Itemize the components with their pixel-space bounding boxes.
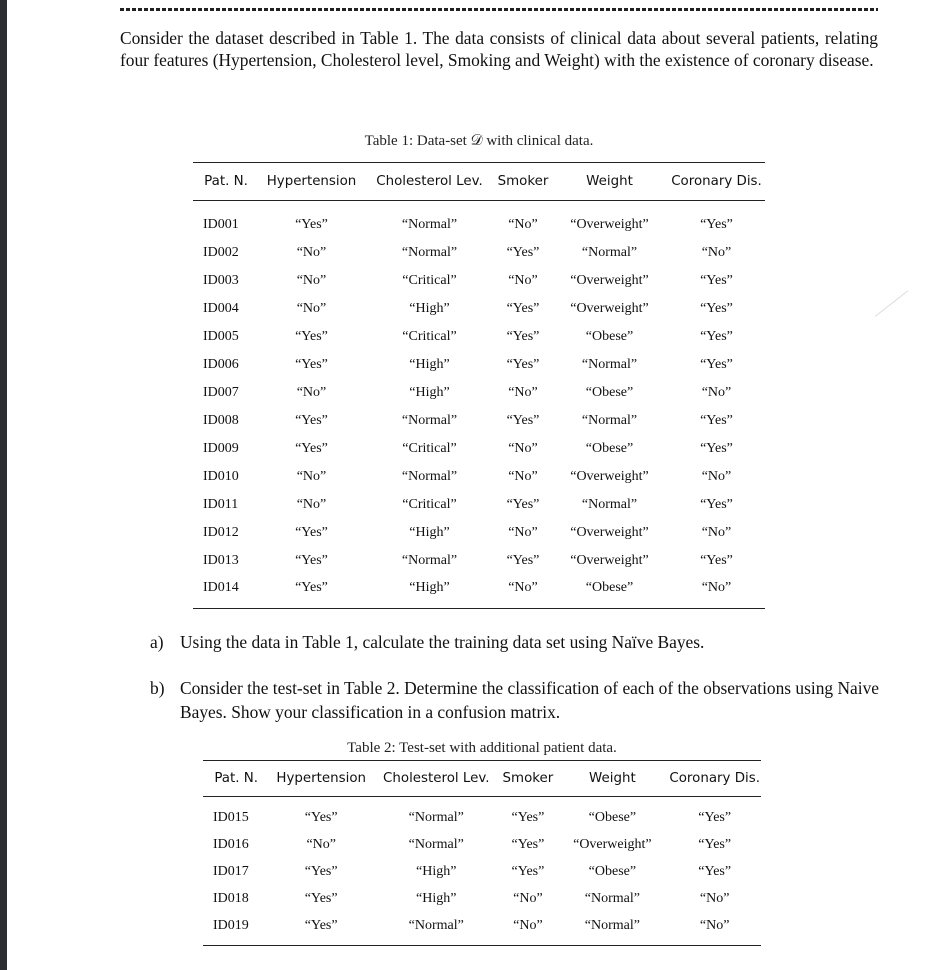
table-cell: ID019 <box>203 913 269 946</box>
table-cell: ID008 <box>203 412 239 428</box>
table-cell: “Yes” <box>295 524 328 540</box>
table-cell: “Yes” <box>295 552 328 568</box>
table-cell: “Normal” <box>373 913 499 946</box>
table-cell: “No” <box>508 272 538 288</box>
table-cell: ID012 <box>203 524 239 540</box>
table-cell: “Yes” <box>295 412 328 428</box>
table-cell: “Obese” <box>585 384 634 400</box>
table-cell: “No” <box>296 300 327 316</box>
table-row <box>203 797 761 832</box>
table-row <box>193 239 765 267</box>
question-b <box>150 676 880 724</box>
table-cell: “Critical” <box>402 272 457 288</box>
table-cell: “No” <box>508 524 538 540</box>
table-cell: “Yes” <box>698 810 732 826</box>
table-row <box>203 832 761 859</box>
table-row <box>203 886 761 913</box>
table1-header-cell: Coronary Dis. <box>668 163 765 201</box>
table-cell: “Yes” <box>295 216 328 232</box>
table-cell: ID016 <box>213 837 249 852</box>
table-cell: “Obese” <box>588 864 637 879</box>
table2-header-cell: Weight <box>556 761 668 797</box>
table-cell: “Overweight” <box>570 300 649 316</box>
table-cell: “Yes” <box>304 864 338 879</box>
table-cell: “No” <box>668 575 765 609</box>
table-cell: “Yes” <box>506 328 540 344</box>
table-cell: “Yes” <box>506 300 540 316</box>
table-cell: “Yes” <box>511 864 545 879</box>
table-cell: “Yes” <box>506 244 540 260</box>
table-cell: ID011 <box>203 496 239 512</box>
table2-caption: Table 2: Test-set with additional patient data. <box>347 740 617 756</box>
table-cell: “Obese” <box>551 575 668 609</box>
intro-paragraph: Consider the dataset described in Table 1. The data consists of clinical data about several patients, relating four features (Hypertension, Cholesterol level, Smoking and Weight) with the existence of coronary disease. <box>120 28 878 70</box>
table-row <box>203 913 761 946</box>
question-b-text: Consider the test-set in Table 2. Determine the classification of each of the observations using Naive Bayes. Show your classification in a confusion matrix. <box>180 678 879 722</box>
table-cell: “No” <box>306 837 336 852</box>
question-a <box>150 630 880 654</box>
table-cell: “Normal” <box>401 412 458 428</box>
table-cell: ID009 <box>203 440 239 456</box>
table-cell: “Normal” <box>408 837 464 852</box>
table-cell: “No” <box>508 440 538 456</box>
table-cell: ID005 <box>203 328 239 344</box>
table-cell: “Yes” <box>304 810 338 826</box>
table-cell: “No” <box>500 913 557 946</box>
table-cell: “Overweight” <box>570 552 649 568</box>
table-cell: “No” <box>701 384 732 400</box>
table-cell: “Yes” <box>511 810 545 826</box>
table-cell: “Yes” <box>506 412 540 428</box>
table-cell: “High” <box>364 575 495 609</box>
table-row <box>193 407 765 435</box>
table-cell: ID007 <box>203 384 239 400</box>
table-cell: “No” <box>508 216 538 232</box>
table-cell: “No” <box>508 468 538 484</box>
scan-mark <box>875 290 909 317</box>
table1 <box>193 162 765 609</box>
table-cell: “Yes” <box>700 356 733 372</box>
table-cell: “No” <box>296 244 327 260</box>
table-cell: “Yes” <box>700 496 733 512</box>
table-cell: “Normal” <box>556 913 668 946</box>
table-row <box>193 435 765 463</box>
table-cell: “Yes” <box>295 356 328 372</box>
table-cell: “No” <box>701 244 732 260</box>
table1-header-row <box>193 163 765 201</box>
page-top-rule <box>120 8 878 11</box>
table-cell: “No” <box>296 384 327 400</box>
window-edge <box>0 0 7 970</box>
table1-header-cell: Pat. N. <box>193 163 259 201</box>
table-cell: “No” <box>296 496 327 512</box>
table-cell: “Yes” <box>698 864 732 879</box>
table-cell: “No” <box>668 913 761 946</box>
table2-header-cell: Hypertension <box>269 761 373 797</box>
table-cell: “High” <box>409 384 450 400</box>
table-cell: “No” <box>296 468 327 484</box>
table-cell: “Yes” <box>700 440 733 456</box>
table-cell: “Obese” <box>585 440 634 456</box>
table-cell: “Yes” <box>295 440 328 456</box>
table-cell: ID015 <box>213 810 249 826</box>
table1-header-cell: Hypertension <box>259 163 364 201</box>
table-cell: ID010 <box>203 468 239 484</box>
table1-header-cell: Weight <box>551 163 668 201</box>
table-cell: “Yes” <box>700 552 733 568</box>
table-cell: “High” <box>416 891 457 906</box>
table-cell: “Normal” <box>401 244 458 260</box>
question-b-label: b) <box>150 678 165 698</box>
table-cell: “Yes” <box>295 328 328 344</box>
table-cell: “Overweight” <box>570 524 649 540</box>
table-cell: ID002 <box>203 244 239 260</box>
table-cell: “No” <box>296 272 327 288</box>
table-cell: “Yes” <box>506 552 540 568</box>
table-cell: “Yes” <box>700 412 733 428</box>
table-cell: “High” <box>409 300 450 316</box>
table-row <box>193 575 765 609</box>
table2-header-cell: Cholesterol Lev. <box>373 761 499 797</box>
table2-header-cell: Pat. N. <box>203 761 269 797</box>
table2-header-cell: Smoker <box>500 761 557 797</box>
table-cell: “No” <box>508 384 538 400</box>
table1-header-cell: Cholesterol Lev. <box>364 163 495 201</box>
table-cell: “Yes” <box>698 837 732 852</box>
table-cell: “Obese” <box>588 810 637 826</box>
table-row <box>193 201 765 239</box>
table-cell: “Yes” <box>304 891 338 906</box>
table-cell: “Critical” <box>402 440 457 456</box>
table-cell: “Normal” <box>581 496 638 512</box>
table2-header-cell: Coronary Dis. <box>668 761 761 797</box>
table-cell: ID014 <box>193 575 259 609</box>
table-cell: “Overweight” <box>570 468 649 484</box>
table-cell: “No” <box>701 524 732 540</box>
table-cell: “High” <box>409 356 450 372</box>
table-cell: “Normal” <box>401 552 458 568</box>
table-cell: “Normal” <box>581 412 638 428</box>
table-row <box>193 323 765 351</box>
table-cell: “Normal” <box>408 810 464 826</box>
table-cell: “Overweight” <box>570 216 649 232</box>
table-cell: ID017 <box>213 864 249 879</box>
table-row <box>193 379 765 407</box>
table-row <box>193 519 765 547</box>
table-cell: “Yes” <box>511 837 545 852</box>
table-cell: “Yes” <box>700 216 733 232</box>
table-cell: “Normal” <box>584 891 640 906</box>
table-row <box>193 267 765 295</box>
table1-caption: Table 1: Data-set 𝒟 with clinical data. <box>364 133 594 149</box>
table-cell: ID004 <box>203 300 239 316</box>
table-cell: “Critical” <box>402 496 457 512</box>
table-cell: “High” <box>409 524 450 540</box>
table-cell: “Normal” <box>581 356 638 372</box>
table2 <box>203 760 761 946</box>
table-cell: “No” <box>495 575 551 609</box>
table-cell: “Yes” <box>269 913 373 946</box>
table-cell: ID013 <box>203 552 239 568</box>
question-a-label: a) <box>150 632 164 652</box>
table-cell: “Overweight” <box>570 272 649 288</box>
table-cell: ID018 <box>213 891 249 906</box>
table-cell: “Yes” <box>700 272 733 288</box>
table-row <box>193 351 765 379</box>
table-cell: “Normal” <box>581 244 638 260</box>
table-cell: “Normal” <box>401 216 458 232</box>
table1-header-cell: Smoker <box>495 163 551 201</box>
table-cell: ID003 <box>203 272 239 288</box>
table-cell: “Yes” <box>506 496 540 512</box>
table-cell: “Critical” <box>402 328 457 344</box>
table-cell: “Normal” <box>401 468 458 484</box>
table-row <box>193 547 765 575</box>
table-row <box>193 295 765 323</box>
table-row <box>203 859 761 886</box>
table-cell: “High” <box>416 864 457 879</box>
table-cell: “Yes” <box>700 328 733 344</box>
table-row <box>193 463 765 491</box>
table-cell: ID006 <box>203 356 239 372</box>
table-cell: ID001 <box>203 216 239 232</box>
table-cell: “Overweight” <box>573 837 652 852</box>
question-a-text: Using the data in Table 1, calculate the training data set using Naïve Bayes. <box>180 632 705 652</box>
table-cell: “No” <box>699 891 730 906</box>
table2-header-row <box>203 761 761 797</box>
table-cell: “No” <box>513 891 543 906</box>
table-cell: “Yes” <box>259 575 364 609</box>
table-cell: “Yes” <box>506 356 540 372</box>
table-row <box>193 491 765 519</box>
table-cell: “No” <box>701 468 732 484</box>
table-cell: “Obese” <box>585 328 634 344</box>
table-cell: “Yes” <box>700 300 733 316</box>
